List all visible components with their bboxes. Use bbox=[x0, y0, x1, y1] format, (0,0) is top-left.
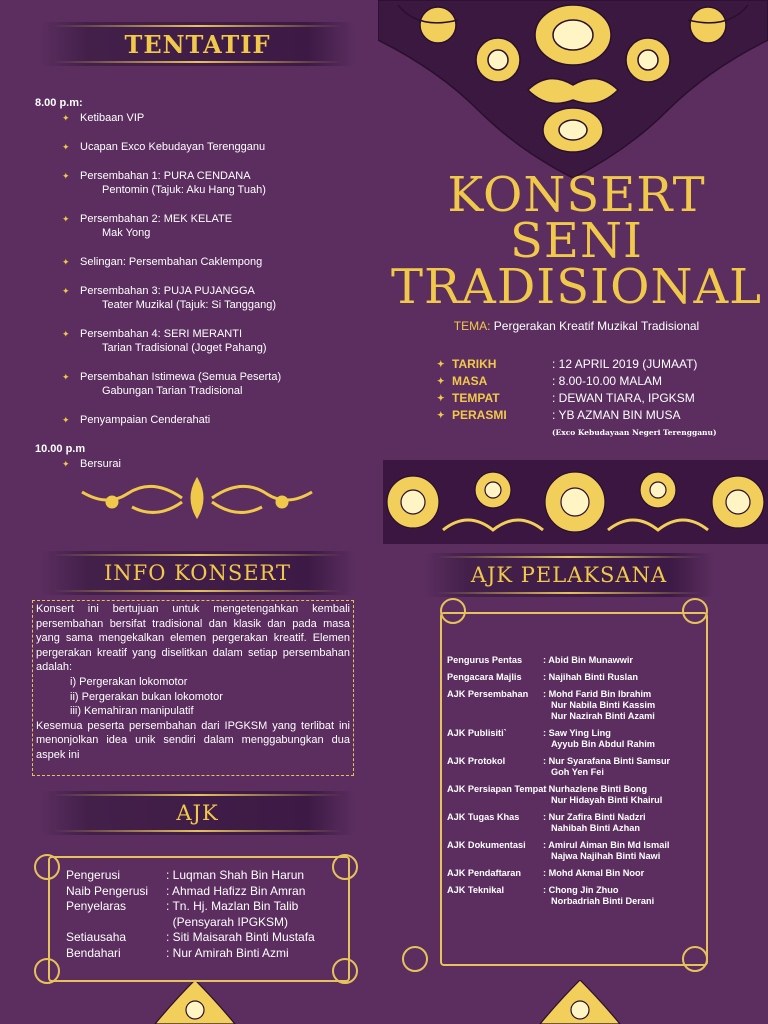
scroll-curl bbox=[34, 854, 60, 880]
pelaksana-row: AJK Dokumentasi : Amirul Aiman Bin Md Ismail Najwa Najihah Binti Nawi bbox=[447, 840, 670, 861]
pelaksana-title: AJK PELAKSANA bbox=[470, 563, 668, 587]
schedule-item: ✦ Penyampaian Cenderahati bbox=[62, 414, 211, 426]
detail-row: ✦ TEMPAT : DEWAN TIARA, IPGKSM bbox=[437, 391, 695, 405]
event-theme: TEMA: Pergerakan Kreatif Muzikal Tradisional bbox=[453, 319, 700, 333]
schedule-item: ✦ Persembahan 3: PUJA PUJANGGA Teater Muzikal (Tajuk: Si Tanggang) bbox=[62, 285, 277, 311]
pelaksana-row: AJK Teknikal : Chong Jin Zhuo Norbadriah Binti Derani bbox=[447, 885, 655, 906]
schedule-item: ✦ Selingan: Persembahan Caklempong bbox=[62, 256, 263, 268]
schedule-item: ✦ Persembahan 1: PURA CENDANA Pentomin (Tajuk: Aku Hang Tuah) bbox=[62, 170, 266, 196]
event-title: KONSERT SENI TRADISIONAL bbox=[391, 167, 762, 315]
info-title: INFO KONSERT bbox=[103, 561, 291, 585]
scroll-curl bbox=[682, 946, 708, 972]
schedule-item: ✦ Persembahan 4: SERI MERANTI Tarian Tradisional (Joget Pahang) bbox=[62, 328, 267, 354]
pelaksana-row: AJK Publisiti` : Saw Ying Ling Ayyub Bin Abdul Rahim bbox=[447, 728, 655, 749]
ajk-row: Naib Pengerusi : Ahmad Hafizz Bin Amran bbox=[66, 883, 306, 898]
schedule-end-time: 10.00 p.m bbox=[35, 443, 86, 455]
tentatif-title: TENTATIF bbox=[124, 29, 271, 59]
pelaksana-row: AJK Tugas Khas : Nur Zafira Binti Nadzri Nahibah Binti Azhan bbox=[447, 812, 646, 833]
schedule-item: ✦ Persembahan Istimewa (Semua Peserta) Gabungan Tarian Tradisional bbox=[62, 371, 282, 397]
detail-row: ✦ TARIKH : 12 APRIL 2019 (JUMAAT) bbox=[437, 357, 698, 371]
pelaksana-row: Pengurus Pentas : Abid Bin Munawwir bbox=[447, 655, 633, 665]
pelaksana-row: AJK Persiapan Tempat : Nurhazlene Binti Bong Nur Hidayah Binti Khairul bbox=[447, 784, 663, 805]
perasmi-note: (Exco Kebudayaan Negeri Terengganu) bbox=[552, 428, 717, 437]
ajk-list bbox=[66, 868, 315, 961]
pelaksana-row: AJK Persembahan : Mohd Farid Bin Ibrahim Nur Nabila Binti Kassim Nur Nazirah Binti Azami bbox=[447, 689, 656, 721]
top-ornament bbox=[378, 0, 768, 178]
scroll-curl bbox=[332, 958, 358, 984]
info-paragraph: Kesemua peserta persembahan dari IPGKSM yang terlibat ini menonjolkan idea unik sendiri dalam menggabungkan dua aspek ini bbox=[36, 719, 350, 761]
schedule-item: ✦ Bersurai bbox=[62, 458, 121, 470]
ajk-row: Pengerusi : Luqman Shah Bin Harun bbox=[66, 868, 305, 882]
pelaksana-list bbox=[447, 655, 670, 913]
ajk-banner bbox=[40, 791, 355, 835]
ajk-row: Bendahari : Nur Amirah Binti Azmi bbox=[66, 945, 289, 960]
info-point: iii) Kemahiran manipulatif bbox=[70, 705, 194, 718]
scroll-curl bbox=[682, 598, 708, 624]
bottom-ornament-left bbox=[150, 980, 240, 1024]
schedule-item: ✦ Ketibaan VIP bbox=[62, 112, 145, 124]
middle-ornament-band bbox=[383, 460, 768, 544]
info-banner bbox=[40, 551, 355, 595]
schedule-list bbox=[35, 96, 355, 471]
schedule-item: ✦ Persembahan 2: MEK KELATE Mak Yong bbox=[62, 213, 233, 239]
ajk-row: (Pensyarah IPGKSM) bbox=[166, 914, 289, 929]
bottom-ornament-right bbox=[535, 980, 625, 1024]
divider-ornament bbox=[72, 472, 322, 524]
pelaksana-row: AJK Protokol : Nur Syarafana Binti Samsur Goh Yen Fei bbox=[447, 756, 671, 777]
detail-row: ✦ PERASMI : YB AZMAN BIN MUSA bbox=[437, 408, 681, 422]
scroll-curl bbox=[440, 598, 466, 624]
pelaksana-row: Pengacara Majlis : Najihah Binti Ruslan bbox=[447, 672, 638, 682]
info-box bbox=[32, 600, 354, 776]
info-point: ii) Pergerakan bukan lokomotor bbox=[70, 690, 223, 703]
scroll-curl bbox=[332, 854, 358, 880]
ajk-row: Penyelaras : Tn. Hj. Mazlan Bin Talib bbox=[66, 899, 299, 913]
detail-row: ✦ MASA : 8.00-10.00 MALAM bbox=[437, 374, 663, 388]
info-paragraph: Konsert ini bertujuan untuk mengetengahkan kembali persembahan bersifat tradisional dan klasik dan pada masa yang sama mengekalkan elemen pergerakan kreatif. Elemen pergerakan kreatif yang diselitkan dalam setiap persembahan adalah: bbox=[36, 603, 350, 674]
tentatif-banner bbox=[40, 22, 355, 66]
ajk-row: Setiausaha : Siti Maisarah Binti Mustafa bbox=[66, 930, 315, 944]
schedule-start-time: 8.00 p.m: bbox=[35, 97, 83, 109]
schedule-item: ✦ Ucapan Exco Kebudayan Terengganu bbox=[62, 141, 266, 153]
info-point: i) Pergerakan lokomotor bbox=[70, 675, 188, 688]
scroll-curl bbox=[402, 946, 428, 972]
pelaksana-row: AJK Pendaftaran : Mohd Akmal Bin Noor bbox=[447, 868, 645, 878]
ajk-title: AJK bbox=[176, 801, 219, 825]
event-details bbox=[437, 356, 717, 441]
pelaksana-banner bbox=[424, 553, 714, 597]
scroll-curl bbox=[34, 958, 60, 984]
